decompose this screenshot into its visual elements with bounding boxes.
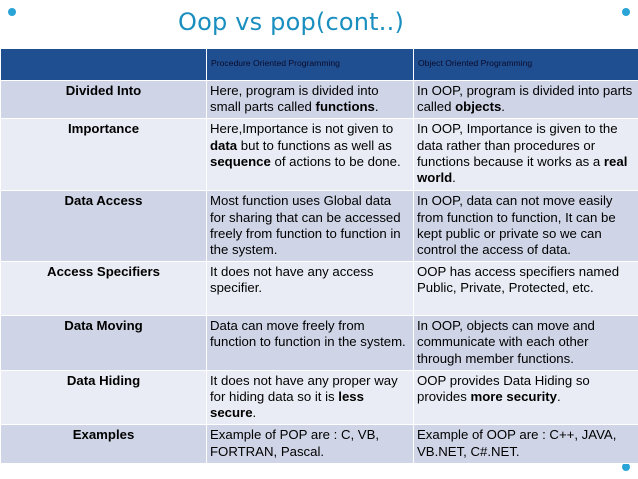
pop-cell: Here, program is divided into small parts called functions. bbox=[207, 81, 414, 119]
oop-cell: Example of OOP are : C++, JAVA, VB.NET, C#.NET. bbox=[414, 425, 638, 463]
oop-cell: In OOP, program is divided into parts called objects. bbox=[414, 81, 638, 119]
header-empty-cell bbox=[1, 49, 207, 81]
oop-cell: In OOP, objects can move and communicate with each other through member functions. bbox=[414, 316, 638, 371]
header-pop: Procedure Oriented Programming bbox=[207, 49, 414, 81]
corner-dot-top-left bbox=[8, 8, 16, 16]
oop-cell: In OOP, Importance is given to the data rather than procedures or functions because it works as a real world. bbox=[414, 119, 638, 191]
oop-cell: OOP provides Data Hiding so provides more security. bbox=[414, 370, 638, 425]
row-label: Examples bbox=[1, 425, 207, 463]
row-label: Importance bbox=[1, 119, 207, 191]
table-header-row bbox=[1, 49, 638, 81]
row-label: Data Hiding bbox=[1, 370, 207, 425]
oop-cell: OOP has access specifiers named Public, Private, Protected, etc. bbox=[414, 262, 638, 316]
pop-cell: Example of POP are : C, VB, FORTRAN, Pascal. bbox=[207, 425, 414, 463]
table-row bbox=[1, 81, 638, 119]
pop-cell: Data can move freely from function to function in the system. bbox=[207, 316, 414, 371]
corner-dot-bottom-right bbox=[622, 463, 630, 471]
table-row bbox=[1, 119, 638, 191]
table-row bbox=[1, 370, 638, 425]
header-oop: Object Oriented Programming bbox=[414, 49, 638, 81]
pop-cell: Most function uses Global data for sharing that can be accessed freely from function to function in the system. bbox=[207, 191, 414, 262]
corner-dot-top-right bbox=[622, 8, 630, 16]
table-row bbox=[1, 191, 638, 262]
table-row bbox=[1, 425, 638, 463]
oop-cell: In OOP, data can not move easily from function to function, It can be kept public or private so we can control the access of data. bbox=[414, 191, 638, 262]
row-label: Data Access bbox=[1, 191, 207, 262]
row-label: Data Moving bbox=[1, 316, 207, 371]
table-row bbox=[1, 262, 638, 316]
pop-cell: It does not have any access specifier. bbox=[207, 262, 414, 316]
pop-cell: Here,Importance is not given to data but to functions as well as sequence of actions to be done. bbox=[207, 119, 414, 191]
row-label: Divided Into bbox=[1, 81, 207, 119]
slide-title: Oop vs pop(cont..) bbox=[178, 8, 405, 36]
row-label: Access Specifiers bbox=[1, 262, 207, 316]
comparison-table bbox=[0, 48, 638, 464]
table-row bbox=[1, 316, 638, 371]
pop-cell: It does not have any proper way for hiding data so it is less secure. bbox=[207, 370, 414, 425]
